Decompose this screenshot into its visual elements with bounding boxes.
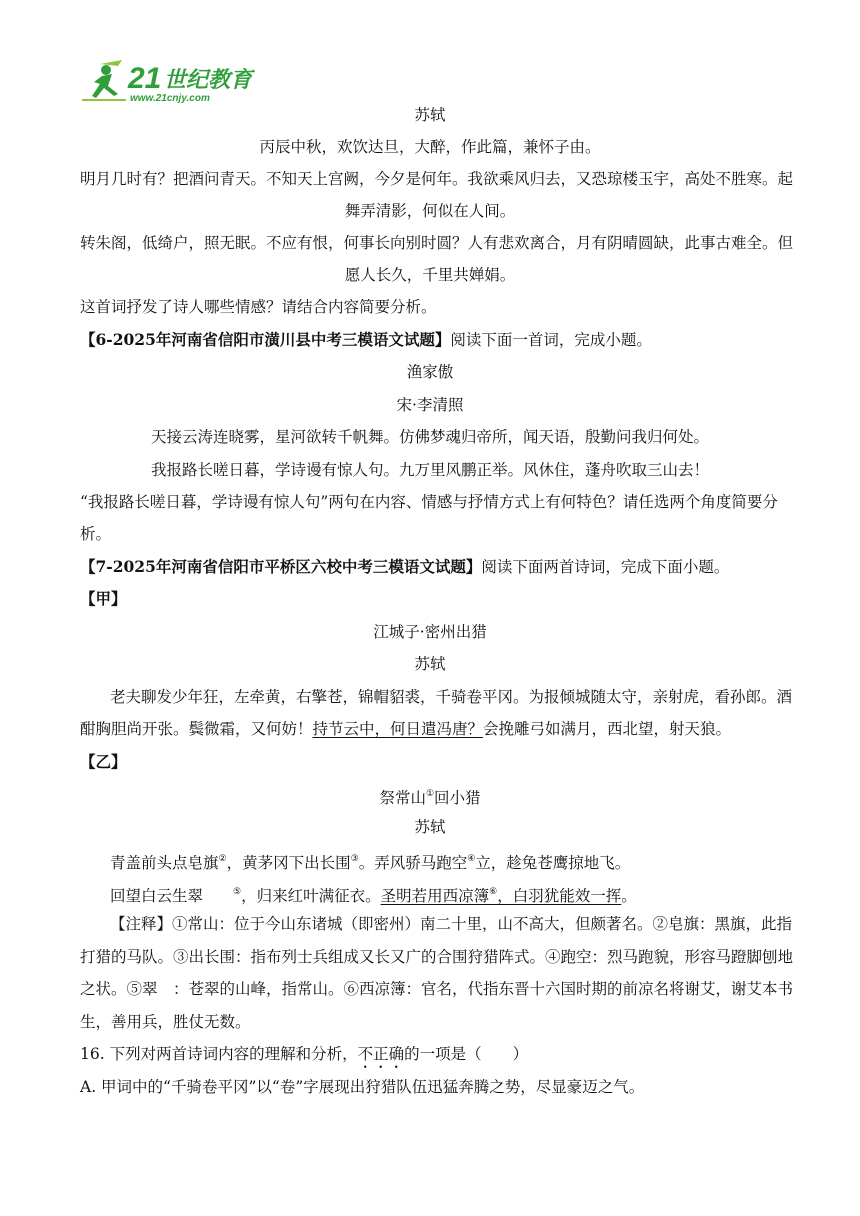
poem1-para1-line2: 舞弄清影，何似在人间。: [344, 202, 516, 220]
q7-yi-title-end: 回小猎: [434, 789, 481, 807]
q7-jia-label: 【甲】: [80, 589, 127, 608]
logo-number: 21: [128, 62, 162, 95]
q7-yi-line2-part: ，归来红叶满征衣。: [241, 887, 381, 905]
logo-url: www.21cnjy.com: [130, 93, 210, 104]
q6-question-line2: 析。: [80, 525, 112, 543]
note-ref: ⑥: [489, 887, 498, 897]
q16-question: [80, 1043, 528, 1072]
q16-option-a: A. 甲词中的“千骑卷平冈”以“卷”字展现出狩猎队伍迅猛奔腾之势，尽显豪迈之气。: [80, 1078, 645, 1096]
q6-poem-line2: 我报路长嗟日暮，学诗谩有惊人句。九万里风鹏正举。风休住，蓬舟吹取三山去！: [150, 461, 709, 479]
note-ref: ④: [467, 854, 476, 864]
q16-stem-end: 的一项是（ ）: [404, 1045, 529, 1063]
q6-instruction: 阅读下面一首词，完成小题。: [450, 331, 652, 349]
q7-yi-line1-part: ，黄茅冈下出长围: [226, 854, 351, 872]
poem1-preface: 丙辰中秋，欢饮达旦，大醉，作此篇，兼怀子由。: [259, 138, 601, 156]
q7-jia-author: 苏轼: [414, 655, 446, 673]
q6-source: 【6-2025年河南省信阳市潢川县中考三模语文试题】: [80, 330, 451, 349]
q16-emphasis: 不正确: [357, 1045, 405, 1063]
note-ref: ③: [350, 854, 359, 864]
runner-logo-icon: [78, 56, 258, 106]
q6-header: [80, 329, 652, 351]
q6-question-line1: “我报路长嗟日暮，学诗谩有惊人句”两句在内容、情感与抒情方式上有何特色？请任选两个角度简要分: [80, 493, 778, 511]
q7-notes-line4: 生，善用兵，胜仗无数。: [80, 1013, 251, 1031]
q7-yi-title-text: 祭常山: [379, 789, 426, 807]
q7-yi-label: 【乙】: [80, 752, 127, 771]
q7-jia-text-line1: 老夫聊发少年狂，左牵黄，右擎苍，锦帽貂裘，千骑卷平冈。为报倾城随太守，亲射虎，看孙郎。酒: [110, 688, 793, 706]
q6-poem-author: 宋·李清照: [396, 396, 464, 414]
poem1-author: 苏轼: [414, 106, 446, 124]
note-ref: ①: [425, 789, 435, 799]
q7-yi-line2: [110, 881, 637, 907]
q7-jia-text-part1: 酣胸胆尚开张。鬓微霜，又何妨！: [80, 720, 313, 738]
poem1-para2-line2: 愿人长久，千里共婵娟。: [344, 266, 516, 284]
q6-poem-title: 渔家傲: [406, 363, 454, 381]
q7-header: [80, 556, 729, 578]
q7-yi-underlined: [381, 887, 622, 905]
poem1-para1-line1: 明月几时有？把酒问青天。不知天上宫阙，今夕是何年。我欲乘风归去，又恐琼楼玉宇，高处不胜寒。起: [80, 170, 794, 188]
note-ref: ⑤: [233, 887, 242, 897]
q7-yi-line1-part: 立，趁兔苍鹰掠地飞。: [475, 854, 631, 872]
q7-jia-text-line2: [80, 718, 731, 740]
q7-yi-line2-end: 。: [621, 887, 637, 905]
q7-yi-line1: [110, 848, 630, 874]
q7-notes-line2: 打猎的马队。③出长围：指布列士兵组成又长又广的合围狩猎阵式。④跑空：烈马跑貌，形容马蹬脚刨地: [80, 948, 794, 966]
q7-yi-title: [0, 783, 860, 809]
q7-jia-underlined: 持节云中，何日遣冯唐？: [312, 720, 484, 738]
q16-stem: 16. 下列对两首诗词内容的理解和分析，: [80, 1045, 358, 1063]
q7-yi-underlined-part: 圣明若用西凉簿: [380, 887, 490, 905]
logo-name: 世纪教育: [164, 68, 253, 93]
q7-source: 【7-2025年河南省信阳市平桥区六校中考三模语文试题】: [80, 557, 482, 576]
poem1-question: 这首词抒发了诗人哪些情感？请结合内容简要分析。: [80, 298, 437, 316]
q7-yi-line1-part: 。弄风骄马跑空: [358, 854, 468, 872]
note-ref: ②: [218, 854, 227, 864]
q7-yi-underlined-part: ，白羽犹能效一挥: [497, 887, 622, 905]
q7-notes-line1: 【注释】①常山：位于今山东诸城（即密州）南二十里，山不高大，但颇著名。②皂旗：黑旗，此指: [110, 915, 793, 933]
q6-poem-line1: 天接云涛连晓雾，星河欲转千帆舞。仿佛梦魂归帝所，闻天语，殷勤问我归何处。: [150, 428, 709, 446]
q7-jia-title: 江城子·密州出猎: [373, 623, 487, 641]
poem1-para2-line1: 转朱阁，低绮户，照无眠。不应有恨，何事长向别时圆？人有悲欢离合，月有阴晴圆缺，此事古难全。但: [80, 234, 794, 252]
logo: [78, 56, 258, 106]
q7-yi-line1-part: 青盖前头点皂旗: [110, 854, 219, 872]
q7-instruction: 阅读下面两首诗词，完成下面小题。: [481, 558, 730, 576]
q7-yi-author: 苏轼: [414, 818, 446, 836]
q7-jia-text-part3: 会挽雕弓如满月，西北望，射天狼。: [483, 720, 732, 738]
q7-yi-line2-part: 回望白云生翠: [110, 887, 204, 905]
q7-notes-line3: 之状。⑤翠 ：苍翠的山峰，指常山。⑥西凉簿：官名，代指东晋十六国时期的前凉名将谢艾，谢艾本书: [80, 980, 794, 998]
